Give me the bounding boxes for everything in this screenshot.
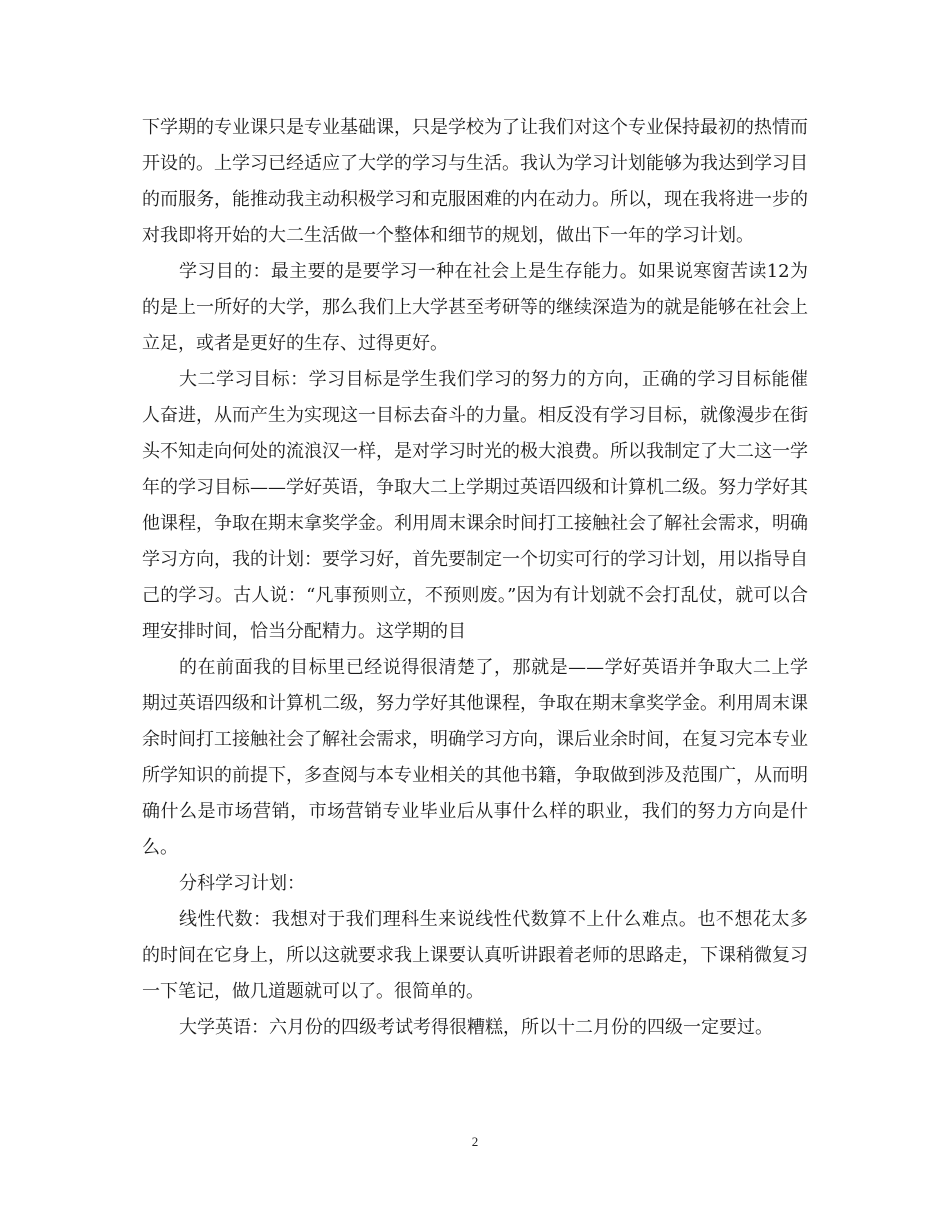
paragraph-learning-purpose: 学习目的：最主要的是要学习一种在社会上是生存能力。如果说寒窗苦读12为的是上一所好的大学，那么我们上大学甚至考研等的继续深造为的就是能够在社会上立足，或者是更好的生存、过得更好。 bbox=[142, 261, 808, 354]
page-number: 2 bbox=[471, 1134, 479, 1149]
paragraph-subject-plan-heading: 分科学习计划： bbox=[179, 873, 305, 894]
paragraph-linear-algebra: 线性代数：我想对于我们理科生来说线性代数算不上什么难点。也不想花太多的时间在它身上，所以这就要求我上课要认真听讲跟着老师的思路走，下课稍微复习一下笔记，做几道题就可以了。很简单的。 bbox=[142, 909, 808, 1002]
paragraph-college-english: 大学英语：六月份的四级考试考得很糟糕，所以十二月份的四级一定要过。 bbox=[179, 1017, 773, 1038]
paragraph-sophomore-goals: 大二学习目标：学习目标是学生我们学习的努力的方向，正确的学习目标能催人奋进，从而产生为实现这一目标去奋斗的力量。相反没有学习目标，就像漫步在街头不知走向何处的流浪汉一样，是对学习时光的极大浪费。所以我制定了大二这一学年的学习目标——学好英语，争取大二上学期过英语四级和计算机二级。努力学好其他课程，争取在期末拿奖学金。利用周末课余时间打工接触社会了解社会需求，明确学习方向，我的计划：要学习好，首先要制定一个切实可行的学习计划，用以指导自己的学习。古人说：“凡事预则立，不预则废。”因为有计划就不会打乱仗，就可以合理安排时间，恰当分配精力。这学期的目 bbox=[142, 369, 808, 642]
document-body bbox=[142, 110, 808, 1046]
paragraph-intro: 下学期的专业课只是专业基础课，只是学校为了让我们对这个专业保持最初的热情而开设的。上学习已经适应了大学的学习与生活。我认为学习计划能够为我达到学习目的而服务，能推动我主动积极学习和克服困难的内在动力。所以，现在我将进一步的对我即将开始的大二生活做一个整体和细节的规划，做出下一年的学习计划。 bbox=[142, 117, 808, 246]
paragraph-goal-details: 的在前面我的目标里已经说得很清楚了，那就是——学好英语并争取大二上学期过英语四级和计算机二级，努力学好其他课程，争取在期末拿奖学金。利用周末课余时间打工接触社会了解社会需求，明确学习方向，课后业余时间，在复习完本专业所学知识的前提下，多查阅与本专业相关的其他书籍，争取做到涉及范围广，从而明确什么是市场营销，市场营销专业毕业后从事什么样的职业，我们的努力方向是什么。 bbox=[142, 657, 808, 858]
